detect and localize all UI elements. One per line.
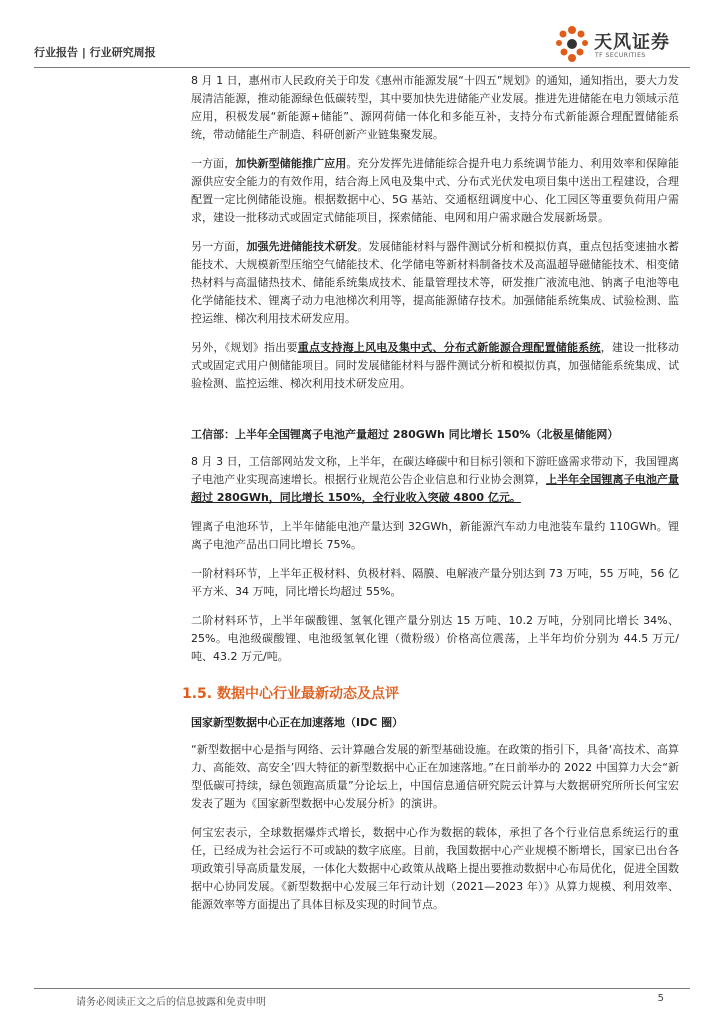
paragraph-rest: ，建设一批移动式或固定式用户侧储能项目。同时发展储能材料与器件测试分析和模拟仿真，加强储能系统集成、试验检测、监控运维、梯次利用技术研发应用。 [191, 341, 680, 390]
paragraph-datacenter-growth: 何宝宏表示，全球数据爆炸式增长，数据中心作为数据的载体，承担了各个行业信息系统运行的重任，已经成为社会运行不可或缺的数字底座。目前，我国数据中心产业规模不断增长，国家已出台各项政策引导高质量发展，一体化大数据中心政策从战略上提出要推动数据中心布局优化，促进全国数据中心协同发展。《新型数据中心发展三年行动计划（2021—2023 年）》从算力规模、利用效率、能源效率等方面提出了具体目标及实现的时间节点。 [191, 826, 679, 911]
paragraph-datacenter-quote: “新型数据中心是指与网络、云计算融合发展的新型基础设施。在政策的指引下，具备‘高技术、高算力、高能效、高安全’四大特征的新型数据中心正在加速落地。”在日前举办的 2022 中国算力大会“新型低碳可持续，绿色领跑高质量”分论坛上，中国信息通信研究院云计算与大数据研究所所长何宝宏发表了题为《国家新型数据中心发展分析》的演讲。 [191, 743, 679, 810]
paragraph-bold-text: 加快新型储能推广应用 [235, 157, 347, 170]
news-headline-miit: 工信部：上半年全国锂离子电池产量超过 280GWh 同比增长 150%（北极星储能网） [191, 428, 619, 441]
page-header [34, 32, 690, 66]
paragraph-primary-materials: 一阶材料环节，上半年正极材料、负极材料、隔膜、电解液产量分别达到 73 万吨，55 万吨，56 亿平方米、34 万吨，同比增长均超过 55%。 [191, 567, 679, 598]
paragraph-battery-segment: 锂离子电池环节，上半年储能电池产量达到 32GWh，新能源汽车动力电池装车量约 110GWh。锂离子电池产品出口同比增长 75%。 [191, 520, 679, 551]
paragraph-lead: 8 月 3 日，工信部网站发文称，上半年，在碳达峰碳中和目标引领和下游旺盛需求带动下，我国锂离子电池产业实现高速增长。根据行业规范公告企业信息和行业协会测算， [191, 455, 679, 486]
paragraph-secondary-materials: 二阶材料环节，上半年碳酸锂、氢氧化锂产量分别达 15 万吨、10.2 万吨，分别同比增长 34%、25%。电池级碳酸锂、电池级氢氧化锂（微粉级）价格高位震荡，上半年均价分别为 44.5 万元/吨、43.2 万元/吨。 [191, 614, 679, 663]
spacer [191, 404, 679, 426]
footer-divider [34, 988, 690, 989]
paragraph-bold-text: 加强先进储能技术研发 [246, 240, 358, 253]
report-body [182, 72, 680, 925]
paragraph-bold-underlined: 重点支持海上风电及集中式、分布式新能源合理配置储能系统 [297, 341, 601, 354]
logo-text-cn: 天风证券 [594, 32, 670, 53]
paragraph-huizhou-plan: 8 月 1 日，惠州市人民政府关于印发《惠州市能源发展“十四五”规划》的通知，通知指出，要大力发展清洁能源，推动能源绿色低碳转型，其中要加快先进储能产业发展。推进先进储能在电力领域示范应用，积极发展“新能源+储能”、源网荷储一体化和多能互补，支持分布式新能源合理配置储能系统，带动储能生产制造、科研创新产业链集聚发展。 [191, 74, 679, 141]
paragraph-storage-rnd [191, 238, 679, 328]
logo-mark-icon [550, 24, 592, 66]
paragraph-lead: 另一方面， [191, 240, 247, 253]
news-headline-idc: 国家新型数据中心正在加速落地（IDC 圈） [191, 716, 404, 729]
logo-text-en: TF SECURITIES [595, 52, 646, 59]
paragraph-storage-promotion [191, 155, 679, 227]
footer-disclaimer: 请务必阅读正文之后的信息披露和免责申明 [76, 997, 266, 1008]
paragraph-rest: 。充分发挥先进储能综合提升电力系统调节能力、利用效率和保障能源供应安全能力的有效作用，结合海上风电及集中式、分布式光伏发电项目集中送出工程建设，合理配置一定比例储能设施。根据数据中心、5G 基站、交通枢纽调度中心、化工园区等重要负荷用户需求，建设一批移动式或固定式储能项目，探索储能、电网和用户需求融合发展新场景。 [191, 157, 680, 224]
report-category: 行业报告 | 行业研究周报 [34, 46, 156, 59]
paragraph-lead: 另外，《规划》指出要 [191, 341, 298, 354]
paragraph-plan-focus [191, 339, 679, 393]
paragraph-lead: 一方面， [191, 157, 236, 170]
paragraph-miit-release [191, 453, 679, 507]
paragraph-bold-underlined: 上半年全国锂离子电池产量超过 280GWh，同比增长 150%，全行业收入突破 4800 亿元。 [191, 473, 680, 504]
paragraph-rest: 。发展储能材料与器件测试分析和模拟仿真，重点包括变速抽水蓄能技术、大规模新型压缩空气储能技术、化学储电等新材料制备技术及高温超导磁储能技术、相变储热材料与高温储热技术、储能系统集成技术、能量管理技术等，研发推广液流电池、钠离子电池等电化学储能技术、锂离子动力电池梯次利用等，提高能源储存技术。加强储能系统集成、试验检测、监控运维、梯次利用技术研发应用。 [191, 240, 680, 325]
header-divider [34, 67, 690, 68]
section-title: 1.5. 数据中心行业最新动态及点评 [182, 686, 399, 702]
page-number: 5 [657, 993, 664, 1004]
company-logo [550, 24, 690, 68]
